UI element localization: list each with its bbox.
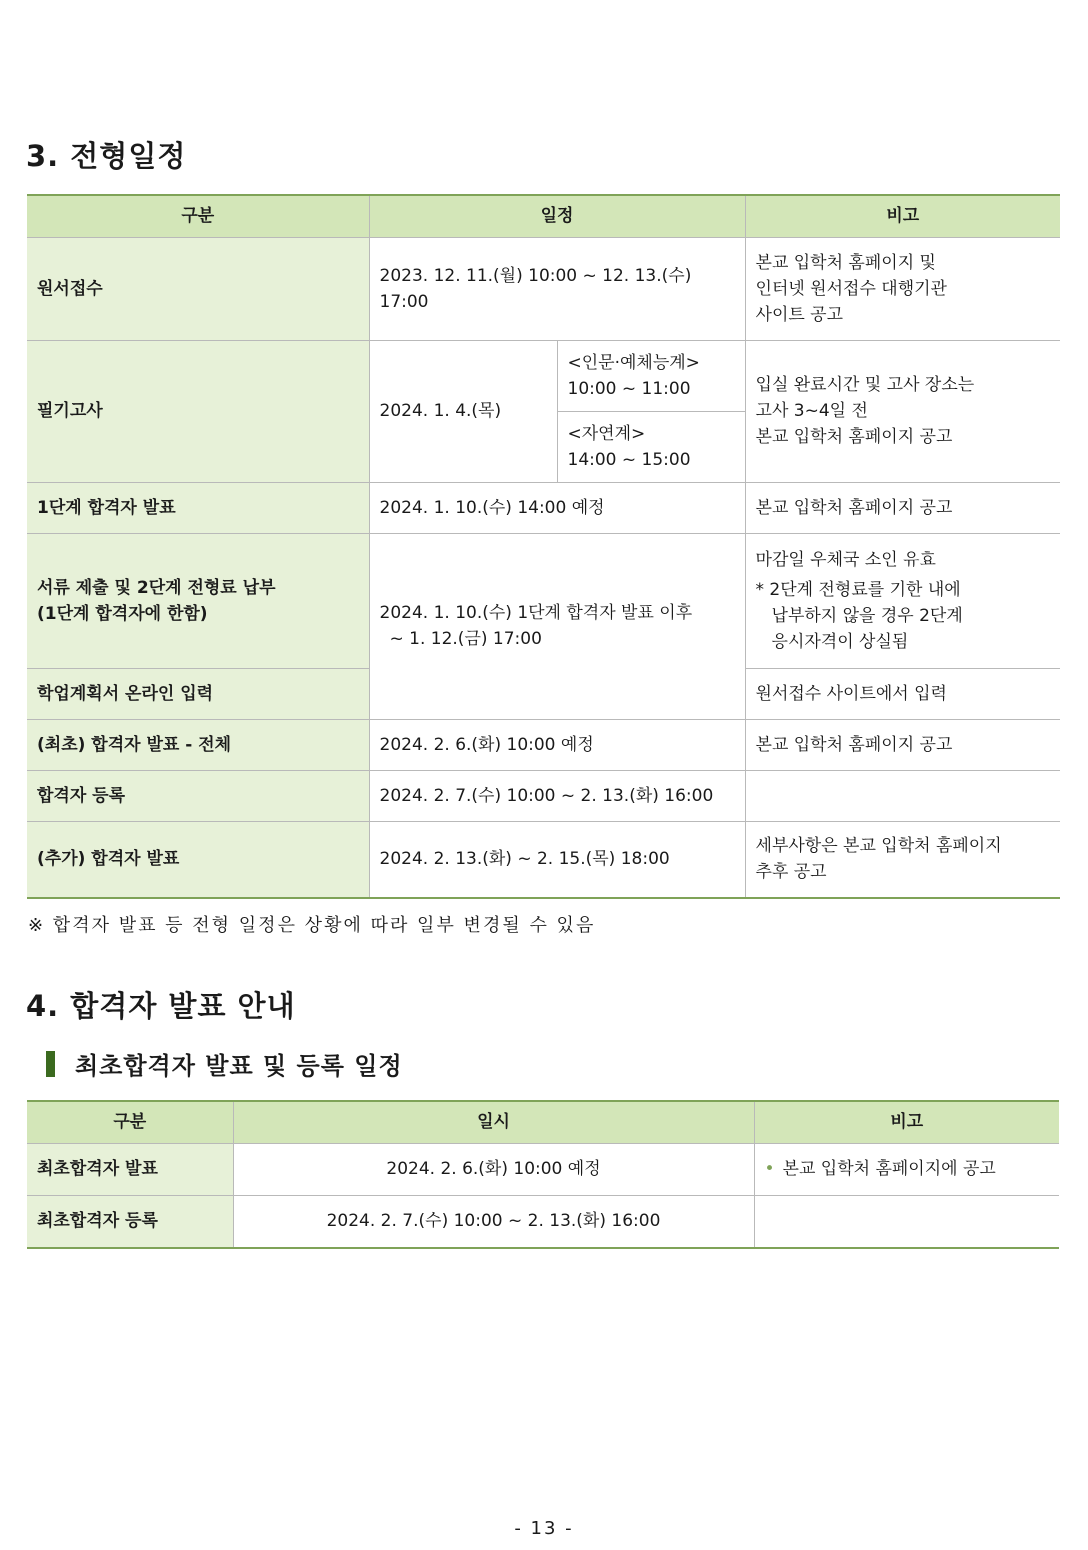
row-label: 학업계획서 온라인 입력 — [27, 668, 369, 719]
section-3-title: 3. 전형일정 — [26, 139, 187, 173]
table-row — [27, 482, 1060, 533]
header-category: 구분 — [27, 195, 369, 237]
announcement-table — [27, 1100, 1059, 1249]
row-note: 본교 입학처 홈페이지 공고 — [745, 719, 1060, 770]
table-row — [27, 821, 1060, 898]
row-note: • 본교 입학처 홈페이지에 공고 — [754, 1143, 1059, 1195]
table-row — [27, 1195, 1059, 1248]
row-note — [745, 770, 1060, 821]
subheading — [46, 1046, 403, 1081]
table-row — [27, 1143, 1059, 1195]
row-note: 마감일 우체국 소인 유효 * 2단계 전형료를 기한 내에 납부하지 않을 경우 2단계 응시자격이 상실됨 — [745, 533, 1060, 668]
row-label: 원서접수 — [27, 237, 369, 340]
row-note: 입실 완료시간 및 고사 장소는 고사 3~4일 전 본교 입학처 홈페이지 공고 — [745, 340, 1060, 482]
row-note: 본교 입학처 홈페이지 및 인터넷 원서접수 대행기관 사이트 공고 — [745, 237, 1060, 340]
table-row — [27, 237, 1060, 340]
row-datetime: 2024. 2. 7.(수) 10:00 ~ 2. 13.(화) 16:00 — [233, 1195, 754, 1248]
row-label: 1단계 합격자 발표 — [27, 482, 369, 533]
row-label: 서류 제출 및 2단계 전형료 납부 (1단계 합격자에 한함) — [27, 533, 369, 668]
row-label: 최초합격자 발표 — [27, 1143, 233, 1195]
table-row — [27, 719, 1060, 770]
header-schedule: 일정 — [369, 195, 745, 237]
row-schedule: 2024. 2. 6.(화) 10:00 예정 — [369, 719, 745, 770]
table-row — [27, 770, 1060, 821]
row-note — [754, 1195, 1059, 1248]
row-subschedule-humanities: <인문·예체능계> 10:00 ~ 11:00 — [557, 340, 745, 411]
header-datetime: 일시 — [233, 1101, 754, 1143]
table-row — [27, 533, 1060, 668]
row-label: 합격자 등록 — [27, 770, 369, 821]
row-schedule: 2024. 1. 10.(수) 14:00 예정 — [369, 482, 745, 533]
bullet-icon: • — [764, 1159, 775, 1179]
section-4-title: 4. 합격자 발표 안내 — [26, 989, 296, 1023]
row-note: 원서접수 사이트에서 입력 — [745, 668, 1060, 719]
subheading-bar-icon — [46, 1051, 55, 1077]
header-note: 비고 — [754, 1101, 1059, 1143]
table-row — [27, 340, 1060, 411]
row-schedule: 2024. 2. 7.(수) 10:00 ~ 2. 13.(화) 16:00 — [369, 770, 745, 821]
header-note: 비고 — [745, 195, 1060, 237]
header-category: 구분 — [27, 1101, 233, 1143]
row-schedule: 2023. 12. 11.(월) 10:00 ~ 12. 13.(수) 17:00 — [369, 237, 745, 340]
row-date: 2024. 1. 4.(목) — [369, 340, 557, 482]
schedule-table — [27, 194, 1060, 899]
row-schedule: 2024. 1. 10.(수) 1단계 합격자 발표 이후 ~ 1. 12.(금) 17:00 — [369, 533, 745, 719]
page-number: - 13 - — [514, 1518, 574, 1539]
row-note: 본교 입학처 홈페이지 공고 — [745, 482, 1060, 533]
subheading-text: 최초합격자 발표 및 등록 일정 — [75, 1052, 403, 1080]
row-datetime: 2024. 2. 6.(화) 10:00 예정 — [233, 1143, 754, 1195]
row-label: 최초합격자 등록 — [27, 1195, 233, 1248]
schedule-footnote: ※ 합격자 발표 등 전형 일정은 상황에 따라 일부 변경될 수 있음 — [28, 915, 596, 936]
row-label: (최초) 합격자 발표 - 전체 — [27, 719, 369, 770]
row-subschedule-science: <자연계> 14:00 ~ 15:00 — [557, 411, 745, 482]
row-note: 세부사항은 본교 입학처 홈페이지 추후 공고 — [745, 821, 1060, 898]
row-schedule: 2024. 2. 13.(화) ~ 2. 15.(목) 18:00 — [369, 821, 745, 898]
row-label: (추가) 합격자 발표 — [27, 821, 369, 898]
row-label: 필기고사 — [27, 340, 369, 482]
